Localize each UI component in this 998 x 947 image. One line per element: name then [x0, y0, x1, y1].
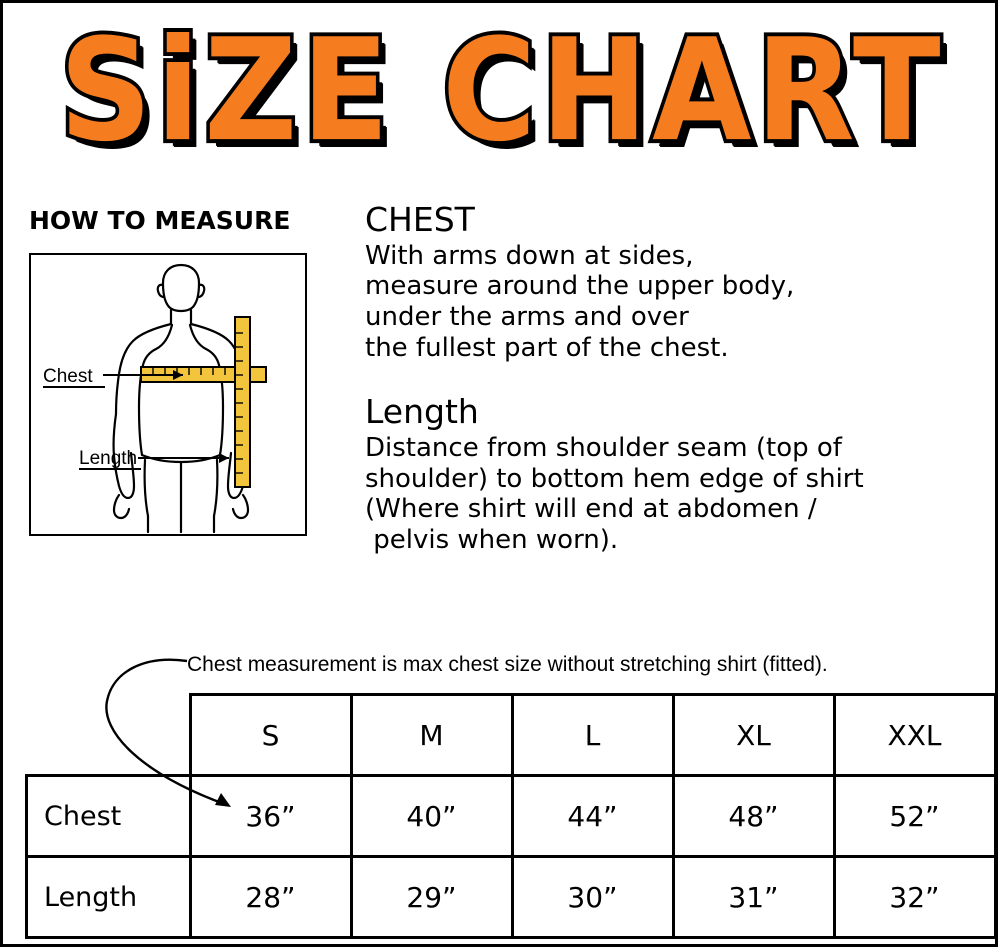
table-header-m: M: [351, 695, 512, 776]
length-xxl-value: 32”: [834, 857, 995, 938]
chest-xxl-value: 52”: [834, 776, 995, 857]
diagram-chest-label: Chest: [43, 366, 93, 387]
length-s-value: 28”: [190, 857, 351, 938]
table-header-row: [27, 695, 996, 776]
table-row: [27, 776, 996, 857]
measurement-diagram: [29, 253, 307, 536]
chest-heading: CHEST: [365, 200, 475, 239]
length-line-4: pelvis when worn).: [365, 524, 619, 555]
chest-l-value: 44”: [512, 776, 673, 857]
table-row-label-chest: Chest: [27, 776, 191, 857]
table-row-label-length: Length: [27, 857, 191, 938]
table-header-xl: XL: [673, 695, 834, 776]
how-to-measure-label: HOW TO MEASURE: [29, 206, 291, 235]
instructions-column: [365, 201, 985, 556]
chest-section: [365, 201, 985, 363]
chest-xl-value: 48”: [673, 776, 834, 857]
length-line-2: shoulder) to bottom hem edge of shirt: [365, 463, 864, 494]
chest-body: [365, 241, 985, 364]
length-l-value: 30”: [512, 857, 673, 938]
diagram-length-label: Length: [79, 448, 138, 469]
size-table: [25, 693, 997, 939]
chest-line-3: under the arms and over: [365, 301, 689, 332]
table-row: [27, 857, 996, 938]
length-section: [365, 393, 985, 555]
chest-line-2: measure around the upper body,: [365, 271, 795, 302]
length-xl-value: 31”: [673, 857, 834, 938]
table-header-l: L: [512, 695, 673, 776]
chest-line-1: With arms down at sides,: [365, 240, 694, 271]
section-gap: [365, 363, 985, 393]
table-header-s: S: [190, 695, 351, 776]
chest-note: Chest measurement is max chest size without stretching shirt (fitted).: [187, 653, 828, 676]
length-line-3: (Where shirt will end at abdomen /: [365, 494, 817, 525]
length-body: [365, 433, 985, 556]
tape-measure-icon: [141, 317, 266, 487]
length-m-value: 29”: [351, 857, 512, 938]
table-header-xxl: XXL: [834, 695, 995, 776]
body-figure-icon: [31, 255, 305, 534]
length-heading: Length: [365, 392, 479, 432]
chest-m-value: 40”: [351, 776, 512, 857]
table-corner-cell: [27, 695, 191, 776]
chest-s-value: 36”: [190, 776, 351, 857]
page-title-text: SiZE CHART: [59, 8, 945, 173]
page-title: [3, 8, 998, 173]
chest-line-4: the fullest part of the chest.: [365, 332, 729, 363]
length-line-1: Distance from shoulder seam (top of: [365, 432, 842, 463]
